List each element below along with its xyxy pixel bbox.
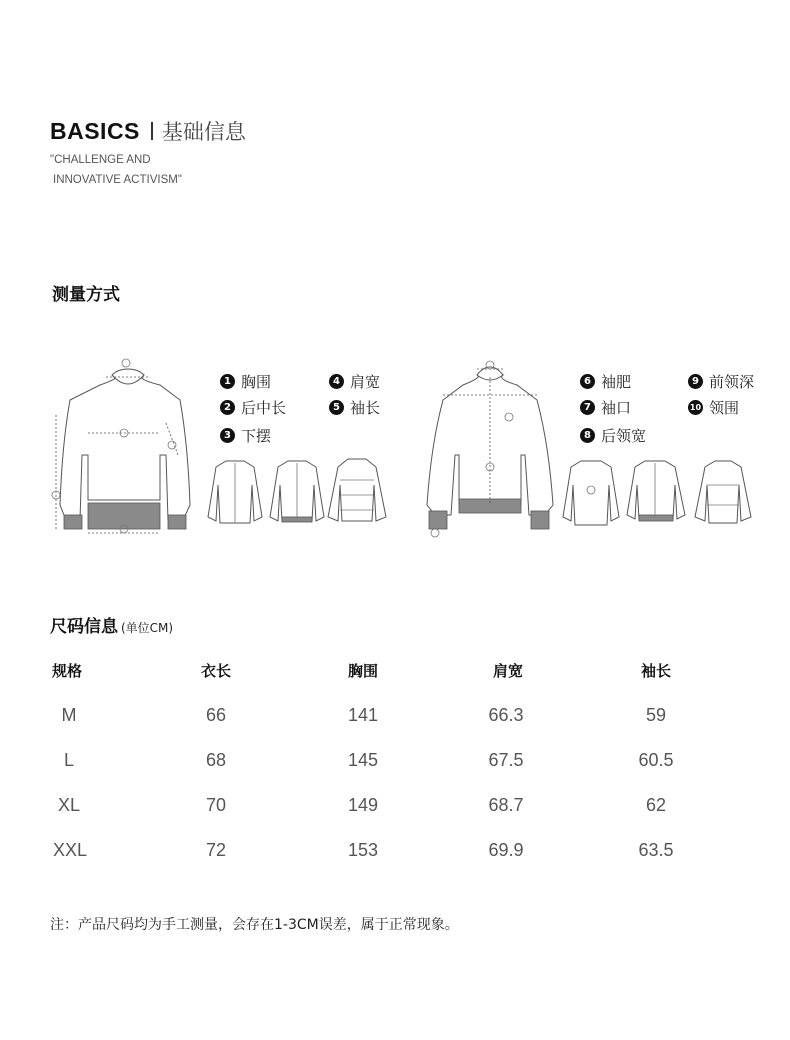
legend-number-badge: 6	[580, 374, 595, 389]
left-cuff-rib	[64, 515, 82, 529]
table-cell: 66.3	[488, 705, 524, 725]
legend-item-chest	[220, 371, 271, 392]
legend-number-badge: 9	[688, 374, 703, 389]
marker-10	[122, 359, 130, 367]
legend-label: 袖长	[350, 399, 381, 417]
table-cell: M	[61, 705, 77, 725]
legend-number-badge: 8	[580, 428, 595, 443]
legend-number-badge: 2	[220, 400, 235, 415]
table-header-size: 规格	[52, 662, 83, 680]
coat-thumbnail	[627, 461, 685, 519]
legend-label: 前领深	[709, 373, 755, 391]
table-cell: 68	[205, 750, 227, 770]
legend-label: 肩宽	[350, 373, 381, 391]
right-cuff-rib	[168, 515, 186, 529]
table-cell: 72	[205, 840, 227, 860]
legend-item-neck-circumference	[688, 397, 739, 418]
legend-label: 后领宽	[601, 427, 647, 445]
brand-header	[50, 116, 246, 146]
legend-item-back-length	[220, 397, 286, 418]
table-cell: 63.5	[638, 840, 674, 860]
legend-item-front-neck-depth	[688, 371, 754, 392]
size-unit: (单位CM)	[121, 621, 174, 635]
puffer-thumbnail	[328, 459, 386, 521]
table-header-shoulder: 肩宽	[492, 662, 524, 680]
back-shirt-thumbnail	[563, 461, 619, 525]
table-cell: 67.5	[488, 750, 524, 770]
legend-number-badge: 7	[580, 400, 595, 415]
table-cell: 153	[347, 840, 379, 860]
brand-name: BASICS	[50, 117, 140, 144]
legend-label: 袖肥	[601, 373, 632, 391]
size-title-row	[50, 612, 173, 637]
legend-label: 胸围	[241, 373, 272, 391]
table-cell: 145	[347, 750, 379, 770]
legend-item-sleeve-length	[329, 397, 380, 418]
table-cell: 62	[645, 795, 667, 815]
legend-number-badge: 1	[220, 374, 235, 389]
legend-label: 领围	[709, 399, 740, 417]
legend-number-badge: 5	[329, 400, 344, 415]
table-cell: 141	[347, 705, 379, 725]
brand-subtitle: 基础信息	[161, 120, 246, 144]
measurement-note: 注：产品尺码均为手工测量，会存在1-3CM误差，属于正常现象。	[50, 917, 459, 933]
size-title: 尺码信息	[50, 617, 118, 637]
brand-divider	[151, 122, 153, 140]
coat-hem	[639, 515, 673, 521]
tagline	[50, 150, 182, 190]
table-cell: 60.5	[638, 750, 674, 770]
legend-number-badge: 3	[220, 428, 235, 443]
sweater-body	[60, 375, 190, 520]
back-left-cuff	[429, 511, 447, 529]
tagline-line-2: INNOVATIVE ACTIVISM"	[53, 174, 182, 186]
table-cell: 68.7	[488, 795, 524, 815]
back-right-cuff	[531, 511, 549, 529]
legend-label: 袖口	[601, 399, 632, 417]
table-cell: 70	[205, 795, 227, 815]
legend-item-hem	[220, 425, 271, 446]
legend-item-back-neck-width	[580, 425, 646, 446]
legend-label: 下摆	[241, 427, 272, 445]
back-puffer-thumbnail	[695, 461, 751, 523]
legend-label: 后中长	[241, 399, 287, 417]
table-cell: 66	[205, 705, 227, 725]
table-cell: XXL	[52, 840, 88, 860]
tagline-line-1: "CHALLENGE AND	[50, 154, 151, 166]
table-header-chest: 胸围	[347, 662, 379, 680]
table-cell: 69.9	[488, 840, 524, 860]
legend-number-badge: 10	[688, 400, 703, 415]
table-cell: 149	[347, 795, 379, 815]
table-header-sleeve: 袖长	[640, 662, 672, 680]
legend-item-cuff	[580, 397, 631, 418]
measure-title: 测量方式	[52, 285, 120, 305]
legend-item-shoulder	[329, 371, 380, 392]
legend-item-sleeve-width	[580, 371, 631, 392]
legend-number-badge: 4	[329, 374, 344, 389]
table-cell: XL	[57, 795, 81, 815]
table-cell: L	[63, 750, 75, 770]
marker-7	[431, 529, 439, 537]
table-header-length: 衣长	[200, 662, 232, 680]
table-cell: 59	[645, 705, 667, 725]
